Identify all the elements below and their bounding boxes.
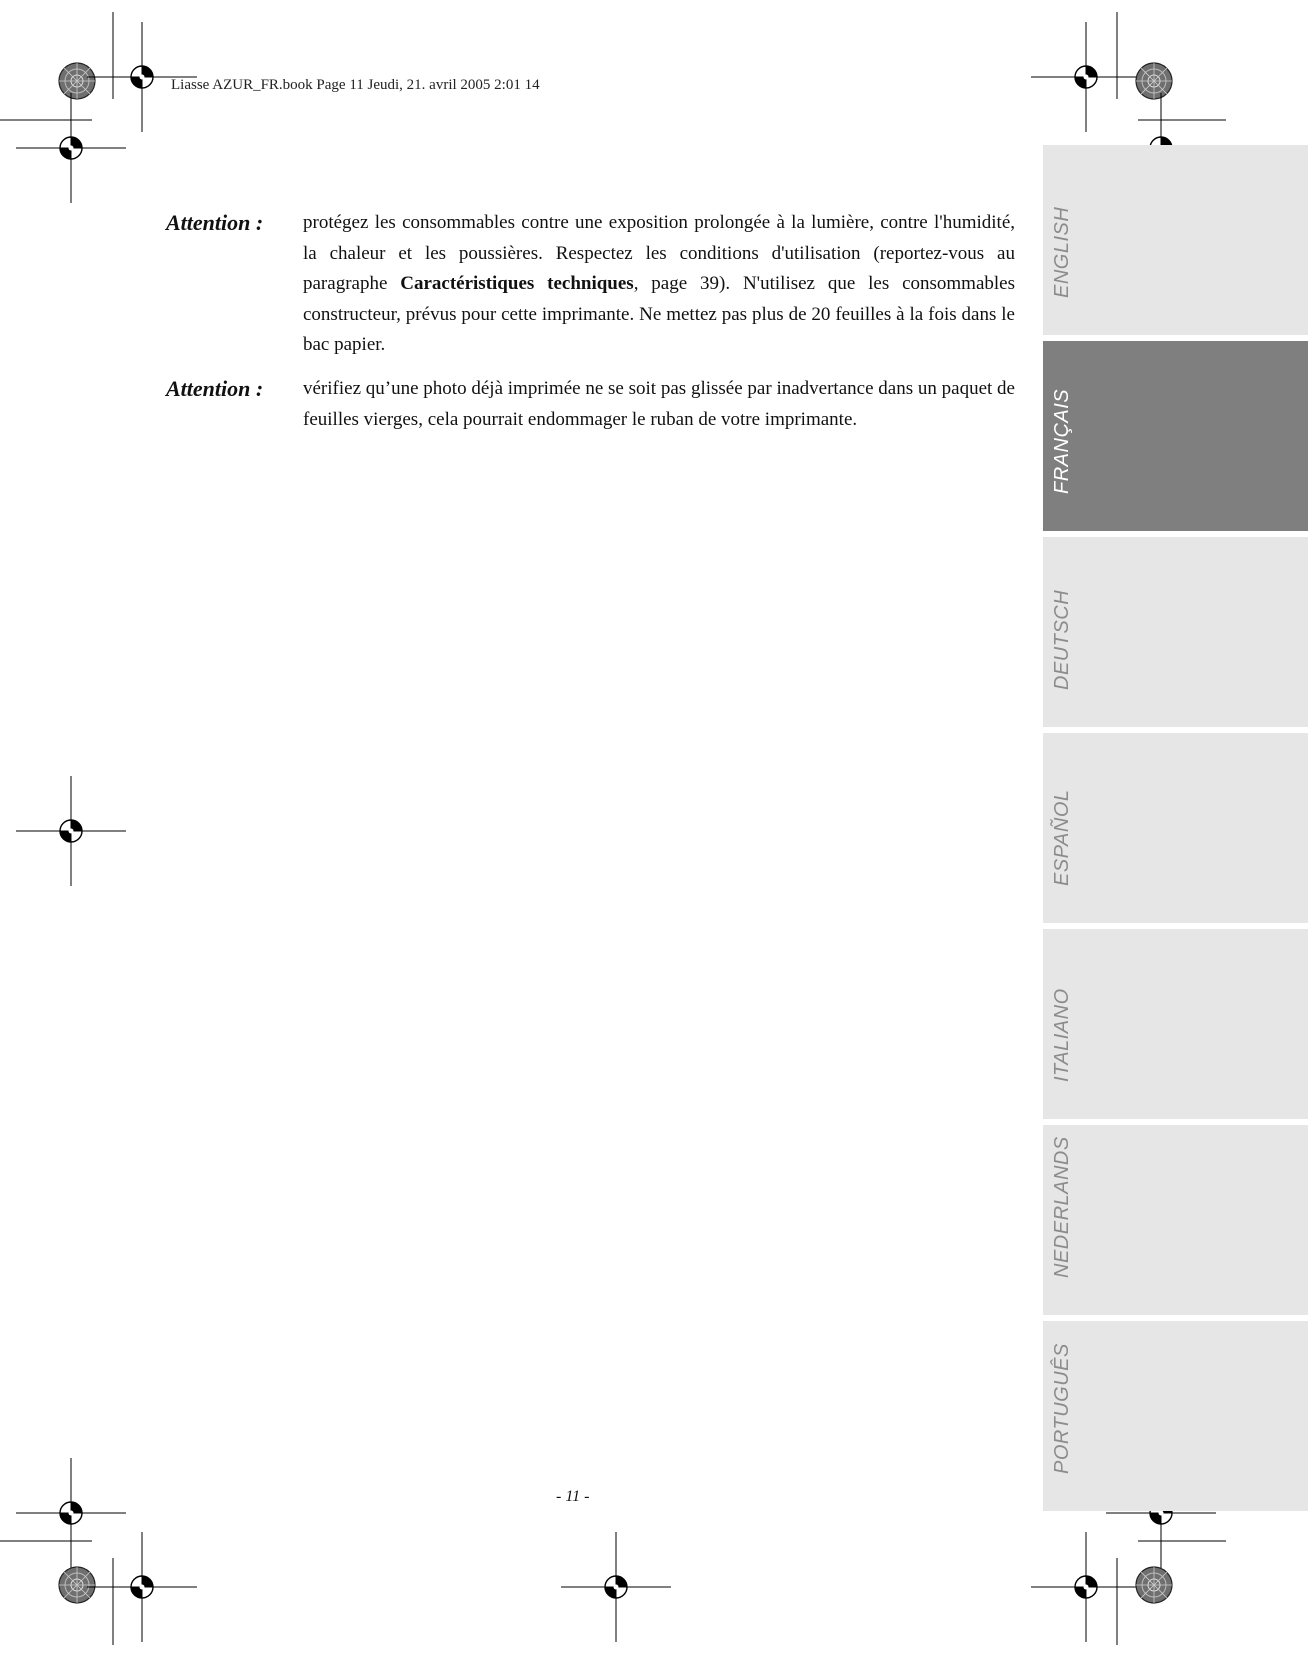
registration-dot-icon [59,1567,95,1603]
language-tabs [1043,145,1308,1517]
print-header: Liasse AZUR_FR.book Page 11 Jeudi, 21. avril 2005 2:01 14 [171,77,540,93]
tab-espanol[interactable] [1043,733,1308,923]
tab-label: ENGLISH [1051,206,1073,298]
tab-label: ESPAÑOL [1051,789,1073,886]
tab-francais[interactable] [1043,341,1308,531]
registration-target-icon [87,1532,197,1642]
tab-label: PORTUGUÊS [1051,1343,1073,1474]
registration-target-icon [561,1532,671,1642]
tab-label: ITALIANO [1051,988,1073,1082]
tab-nederlands[interactable] [1043,1125,1308,1315]
attention-text: protégez les consommables contre une exposition prolongée à la lumière, contre l'humidité, la chaleur et les poussières. Respectez les conditions d'utilisation (reportez-vous au paragraphe Caractéristiques techniques, page 39). N'utilisez que les consommables constructeur, prévus pour cette imprimante. Ne mettez pas plus de 20 feuilles à la fois dans le bac papier. [303,212,1016,355]
registration-dot-icon [59,63,95,99]
tab-italiano[interactable] [1043,929,1308,1119]
tab-portugues[interactable] [1043,1321,1308,1511]
page-number: - 11 - [556,1488,590,1505]
attention-note [166,208,1016,361]
tab-label: FRANÇAIS [1051,388,1073,494]
registration-target-icon [1031,1532,1141,1642]
tab-label: DEUTSCH [1051,589,1073,690]
tab-deutsch[interactable] [1043,537,1308,727]
section-reference: Caractéristiques techniques [400,273,634,294]
registration-target-icon [1031,22,1141,132]
registration-dot-icon [1136,1567,1172,1603]
tab-label: NEDERLANDS [1051,1136,1073,1278]
attention-label: Attention : [166,210,264,235]
attention-note [166,374,1016,435]
tab-english[interactable] [1043,145,1308,335]
attention-text: vérifiez qu’une photo déjà imprimée ne se soit pas glissée par inadvertance dans un paquet de feuilles vierges, cela pourrait endommager le ruban de votre imprimante. [303,378,1015,430]
registration-target-icon [16,93,126,203]
registration-dot-icon [1136,63,1172,99]
registration-target-icon [16,776,126,886]
attention-label: Attention : [166,376,264,401]
registration-target-icon [16,1458,126,1568]
